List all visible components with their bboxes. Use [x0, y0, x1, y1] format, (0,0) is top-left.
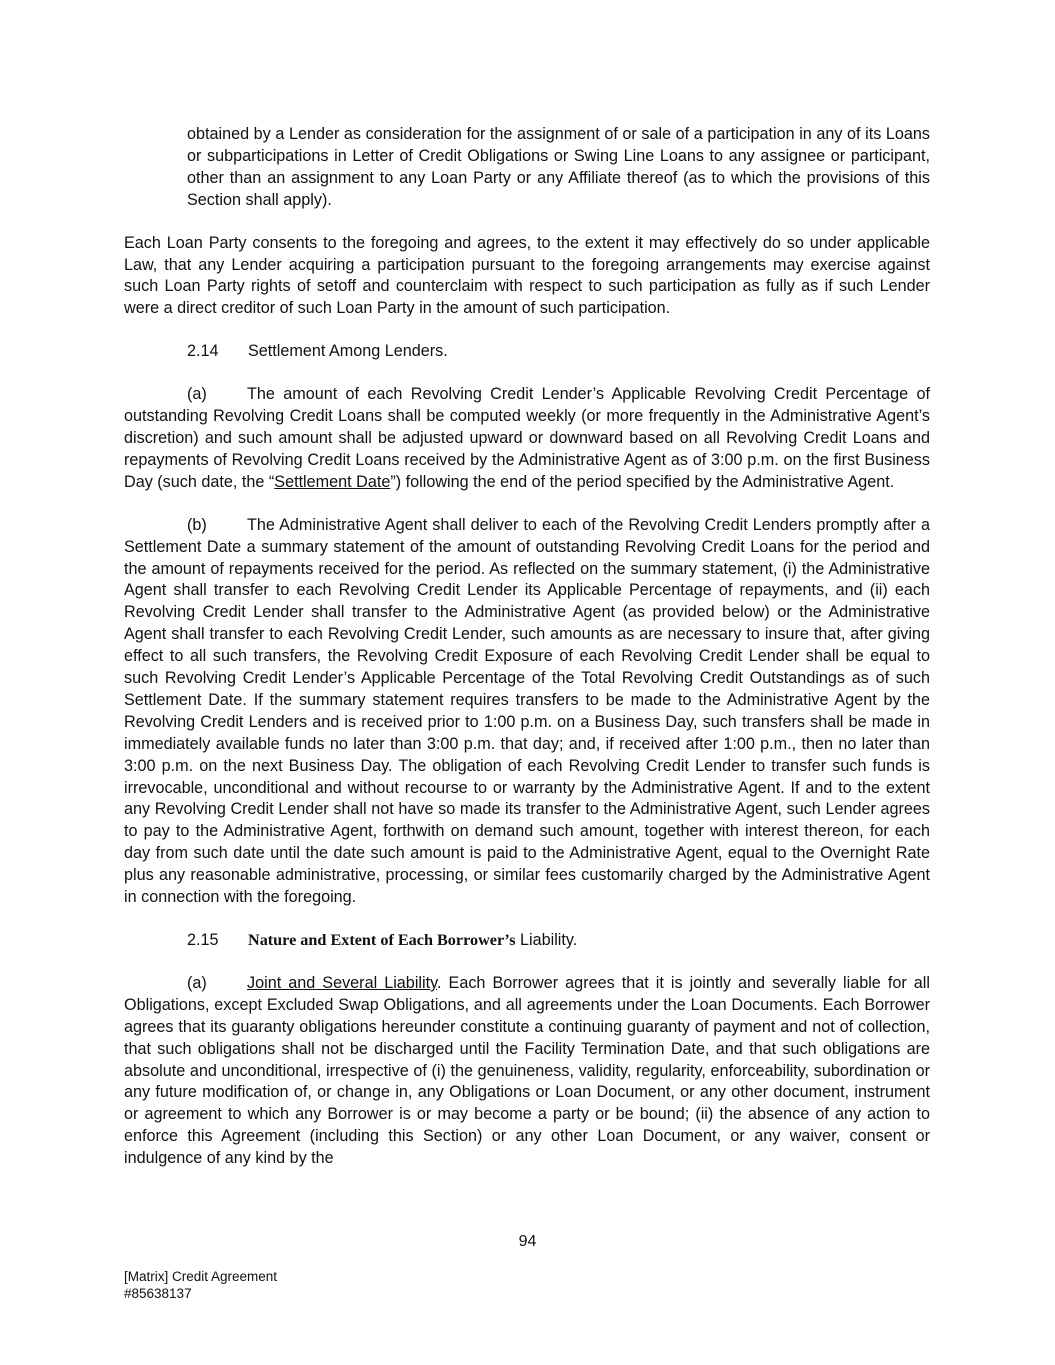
clause-text: The Administrative Agent shall deliver to each of the Revolving Credit Lenders promptly after a Settlement Date a summary statement of the amount of outstanding Revolving Credit Loans for the period and the amount of repayments received for the period. As reflected on the summary statement, (i) the Administrative Agent shall transfer to each Revolving Credit Lender its Applicable Percentage of repayments, and (ii) each Revolving Credit Lender shall transfer to the Administrative Agent (as provided below) or the Administrative Agent shall transfer to each Revolving Credit Lender, such amounts as are necessary to insure that, after giving effect to all such transfers, the Revolving Credit Exposure of each Revolving Credit Lender shall be equal to such Revolving Credit Lender’s Applicable Percentage of the Total Revolving Credit Outstandings as of such Settlement Date. If the summary statement requires transfers to be made to the Administrative Agent by the Revolving Credit Lenders and is received prior to 1:00 p.m. on a Business Day, such transfers shall be made in immediately available funds no later than 3:00 p.m. that day; and, if received after 1:00 p.m., then no later than 3:00 p.m. on the next Business Day. The obligation of each Revolving Credit Lender to transfer such funds is irrevocable, unconditional and without recourse to or warranty by the Administrative Agent. If and to the extent any Revolving Credit Lender shall not have so made its transfer to the Administrative Agent, such Lender agrees to pay to the Administrative Agent, forthwith on demand such amount, together with interest thereon, for each day from such date until the date such amount is paid to the Administrative Agent, equal to the Overnight Rate plus any reasonable administrative, processing, or similar fees customarily charged by the Administrative Agent in connection with the foregoing.	[124, 515, 930, 907]
document-body	[124, 124, 930, 1191]
section-title-bold: Nature and Extent of Each Borrower’s	[248, 931, 516, 949]
clause-text: . Each Borrower agrees that it is jointly and severally liable for all Obligations, except Excluded Swap Obligations, and all agreements under the Loan Documents. Each Borrower agrees that its guaranty obligations hereunder constitute a continuing guaranty of payment and not of collection, that such obligations shall not be discharged until the Facility Termination Date, and that such obligations are absolute and unconditional, irrespective of (i) the genuineness, validity, regularity, enforceability, subordination or any future modification of, or change in, any Obligations or Loan Document, or any other document, instrument or agreement to which any Borrower is or may become a party or be bound; (ii) the absence of any action to enforce this Agreement (including this Section) or any other Loan Document, or any waiver, consent or indulgence of any kind by the	[124, 973, 930, 1168]
page-number: 94	[518, 1233, 537, 1250]
continued-clause: obtained by a Lender as consideration for the assignment of or sale of a participation in any of its Loans or subparticipations in Letter of Credit Obligations or Swing Line Loans to any assignee or participant, other than an assignment to any Loan Party or any Affiliate thereof (as to which the provisions of this Section shall apply).	[187, 125, 930, 209]
section-2-14-a	[124, 384, 930, 494]
clause-label: (b)	[187, 515, 207, 534]
consent-paragraph: Each Loan Party consents to the foregoing and agrees, to the extent it may effectively do so under applicable Law, that any Lender acquiring a participation pursuant to the foregoing arrangements may exercise against such Loan Party rights of setoff and counterclaim with respect to such participation as fully as if such Lender were a direct creditor of such Loan Party in the amount of such participation.	[124, 233, 930, 318]
section-2-15-heading	[187, 930, 930, 952]
footer-document-id: #85638137	[124, 1286, 192, 1301]
footer-document-title: [Matrix] Credit Agreement	[124, 1269, 278, 1284]
clause-heading: Joint and Several Liability	[247, 973, 437, 992]
section-number: 2.15	[187, 931, 219, 949]
section-title: Settlement Among Lenders.	[248, 342, 448, 361]
footer	[124, 1268, 277, 1302]
clause-text: The amount of each Revolving Credit Lender’s Applicable Revolving Credit Percentage of outstanding Revolving Credit Loans shall be computed weekly (or more frequently in the Administrative Agent’s discretion) and such amount shall be adjusted upward or downward based on all Revolving Credit Loans and repayments of Revolving Credit Loans received by the Administrative Agent as of 3:00 p.m. on the first Business Day (such date, the “	[124, 385, 930, 491]
clause-label: (a)	[187, 973, 207, 992]
defined-term: Settlement Date	[274, 472, 391, 491]
section-2-14-b	[124, 515, 930, 909]
section-2-15-a	[124, 973, 930, 1170]
section-title-rest: Liability.	[515, 931, 578, 949]
clause-text-continued: ”) following the end of the period specified by the Administrative Agent.	[390, 472, 895, 491]
section-number: 2.14	[187, 342, 219, 361]
section-2-14-heading	[187, 341, 930, 363]
clause-label: (a)	[187, 385, 207, 404]
